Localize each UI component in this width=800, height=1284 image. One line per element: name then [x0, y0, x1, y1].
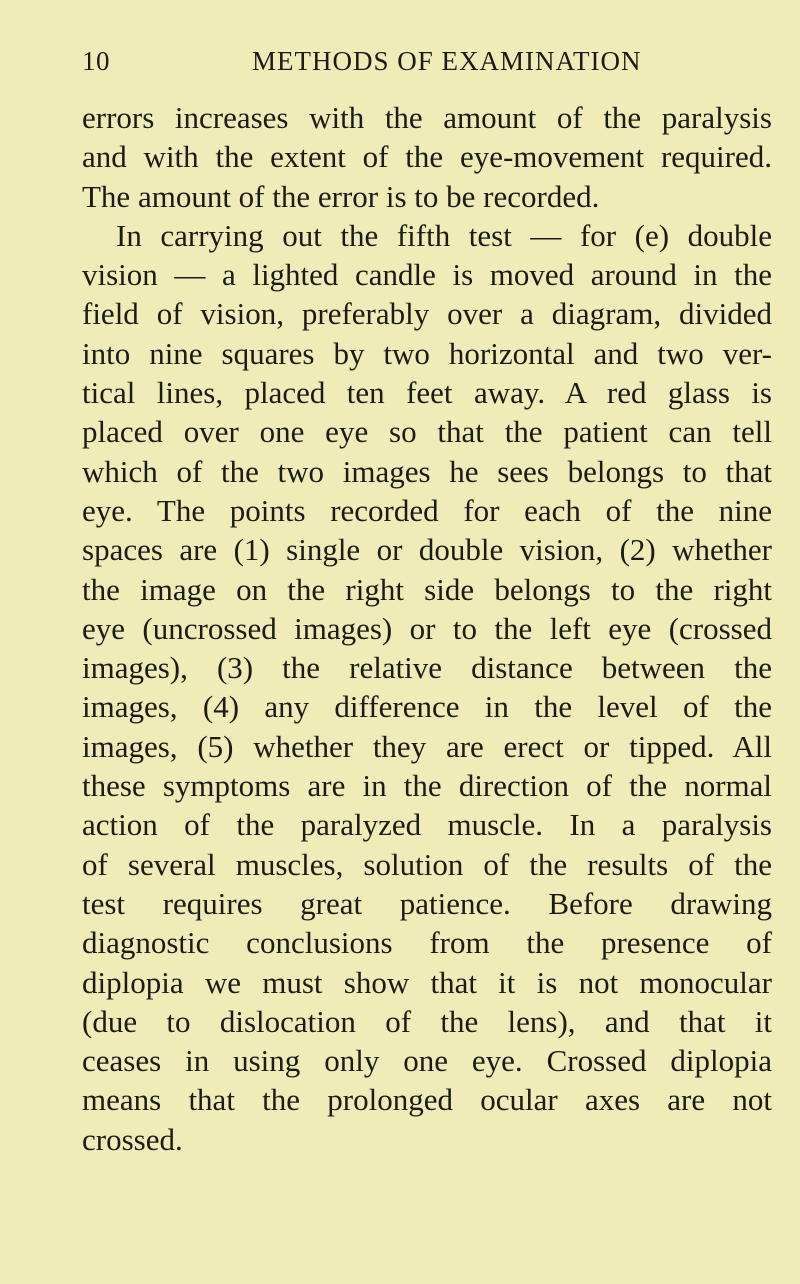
- text-line: diagnostic conclusions from the presence of: [82, 925, 772, 961]
- text-line: and with the extent of the eye-movement required.: [82, 139, 772, 175]
- text-line: vision — a lighted candle is moved around in the: [82, 257, 772, 293]
- text-line: crossed.: [82, 1121, 183, 1157]
- text-line: test requires great patience. Before drawing: [82, 885, 772, 921]
- text-line: which of the two images he sees belongs to that: [82, 453, 772, 489]
- body-text: [82, 98, 772, 1159]
- text-line: of several muscles, solution of the results of the: [82, 846, 772, 882]
- text-line: images, (4) any difference in the level of the: [82, 689, 772, 725]
- text-line: the image on the right side belongs to the right: [82, 571, 772, 607]
- text-line: field of vision, preferably over a diagram, divided: [82, 296, 772, 332]
- text-line: The amount of the error is to be recorded.: [82, 178, 600, 214]
- text-line: spaces are (1) single or double vision, (2) whether: [82, 532, 772, 568]
- text-line: errors increases with the amount of the paralysis: [82, 100, 772, 135]
- text-line: action of the paralyzed muscle. In a paralysis: [82, 807, 772, 843]
- text-line: placed over one eye so that the patient can tell: [82, 414, 772, 450]
- text-line: means that the prolonged ocular axes are not: [82, 1082, 772, 1118]
- text-line: In carrying out the fifth test — for (e) double: [116, 217, 772, 253]
- text-line: ceases in using only one eye. Crossed diplopia: [82, 1043, 772, 1079]
- text-line: images), (3) the relative distance between the: [82, 650, 772, 686]
- text-line: tical lines, placed ten feet away. A red glass is: [82, 375, 772, 411]
- page-number: 10: [82, 46, 110, 76]
- text-line: these symptoms are in the direction of the normal: [82, 768, 772, 804]
- running-title: METHODS OF EXAMINATION: [252, 46, 642, 76]
- running-head: [82, 46, 762, 86]
- text-line: eye (uncrossed images) or to the left eye (crossed: [82, 610, 772, 646]
- text-line: into nine squares by two horizontal and two ver-: [82, 335, 772, 371]
- text-line: (due to dislocation of the lens), and that it: [82, 1003, 772, 1039]
- text-line: diplopia we must show that it is not monocular: [82, 964, 772, 1000]
- text-line: images, (5) whether they are erect or tipped. All: [82, 728, 772, 764]
- text-line: eye. The points recorded for each of the nine: [82, 492, 772, 528]
